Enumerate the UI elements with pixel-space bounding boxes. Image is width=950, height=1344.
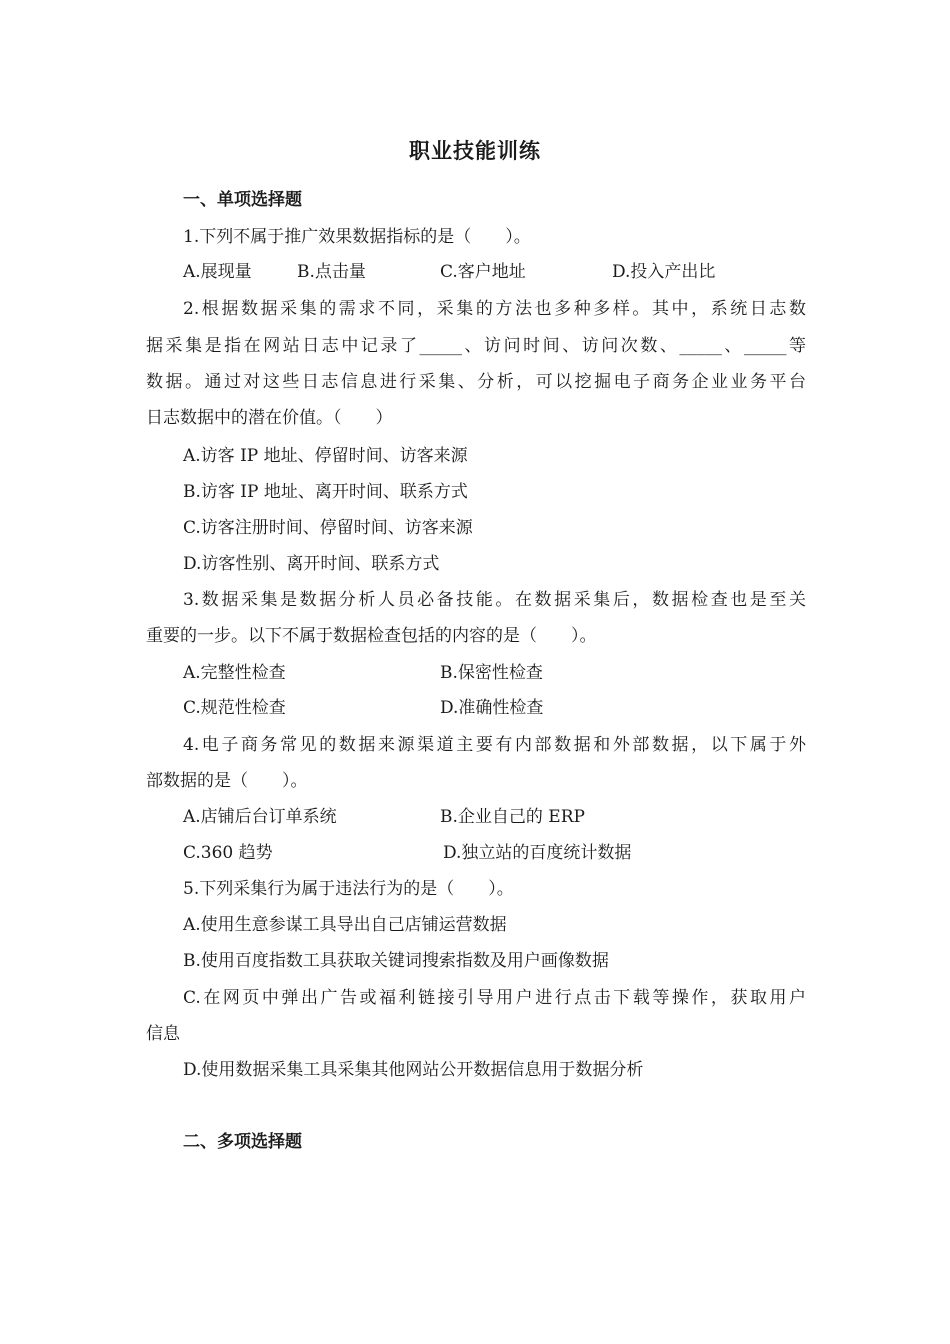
question-5-stem: 5.下列采集行为属于违法行为的是（ ）。 bbox=[183, 879, 514, 899]
question-1-option-a: A.展现量 bbox=[183, 262, 252, 282]
section-heading-multiple-choice: 二、多项选择题 bbox=[183, 1132, 302, 1152]
question-4-line-2: 部数据的是（ ）。 bbox=[146, 771, 308, 791]
page-title: 职业技能训练 bbox=[409, 139, 541, 163]
question-3-line-1: 3.数据采集是数据分析人员必备技能。在数据采集后，数据检查也是至关 bbox=[183, 590, 806, 610]
question-1-option-b: B.点击量 bbox=[297, 262, 366, 282]
question-2-option-d: D.访客性别、离开时间、联系方式 bbox=[183, 554, 440, 574]
question-4-line-1: 4.电子商务常见的数据来源渠道主要有内部数据和外部数据，以下属于外 bbox=[183, 735, 806, 755]
question-2-option-a: A.访客 IP 地址、停留时间、访客来源 bbox=[183, 446, 468, 466]
question-2-line-4: 日志数据中的潜在价值。（ ） bbox=[146, 408, 393, 428]
question-4-option-a: A.店铺后台订单系统 bbox=[183, 807, 337, 827]
question-2-line-2: 据采集是指在网站日志中记录了_____、访问时间、访问次数、_____、_____等 bbox=[146, 336, 806, 356]
section-heading-single-choice: 一、单项选择题 bbox=[183, 190, 302, 210]
question-2-option-c: C.访客注册时间、停留时间、访客来源 bbox=[183, 518, 473, 538]
question-5-option-c-line-1: C.在网页中弹出广告或福利链接引导用户进行点击下载等操作，获取用户 bbox=[183, 988, 806, 1008]
question-3-option-d: D.准确性检查 bbox=[440, 698, 544, 718]
question-1-option-d: D.投入产出比 bbox=[612, 262, 716, 282]
question-3-option-c: C.规范性检查 bbox=[183, 698, 286, 718]
question-3-option-b: B.保密性检查 bbox=[440, 663, 543, 683]
question-5-option-c-line-2: 信息 bbox=[146, 1024, 180, 1044]
question-5-option-b: B.使用百度指数工具获取关键词搜索指数及用户画像数据 bbox=[183, 951, 609, 971]
question-1-option-c: C.客户地址 bbox=[440, 262, 526, 282]
question-4-option-b: B.企业自己的 ERP bbox=[440, 807, 585, 827]
question-2-line-3: 数据。通过对这些日志信息进行采集、分析，可以挖掘电子商务企业业务平台 bbox=[146, 372, 806, 392]
question-4-option-d: D.独立站的百度统计数据 bbox=[443, 843, 632, 863]
question-3-line-2: 重要的一步。以下不属于数据检查包括的内容的是（ ）。 bbox=[146, 626, 597, 646]
question-1-stem: 1.下列不属于推广效果数据指标的是（ ）。 bbox=[183, 227, 531, 247]
question-5-option-a: A.使用生意参谋工具导出自己店铺运营数据 bbox=[183, 915, 507, 935]
question-4-option-c: C.360 趋势 bbox=[183, 843, 273, 863]
question-3-option-a: A.完整性检查 bbox=[183, 663, 286, 683]
question-2-line-1: 2.根据数据采集的需求不同，采集的方法也多种多样。其中，系统日志数 bbox=[183, 299, 806, 319]
question-5-option-d: D.使用数据采集工具采集其他网站公开数据信息用于数据分析 bbox=[183, 1060, 644, 1080]
question-2-option-b: B.访客 IP 地址、离开时间、联系方式 bbox=[183, 482, 468, 502]
